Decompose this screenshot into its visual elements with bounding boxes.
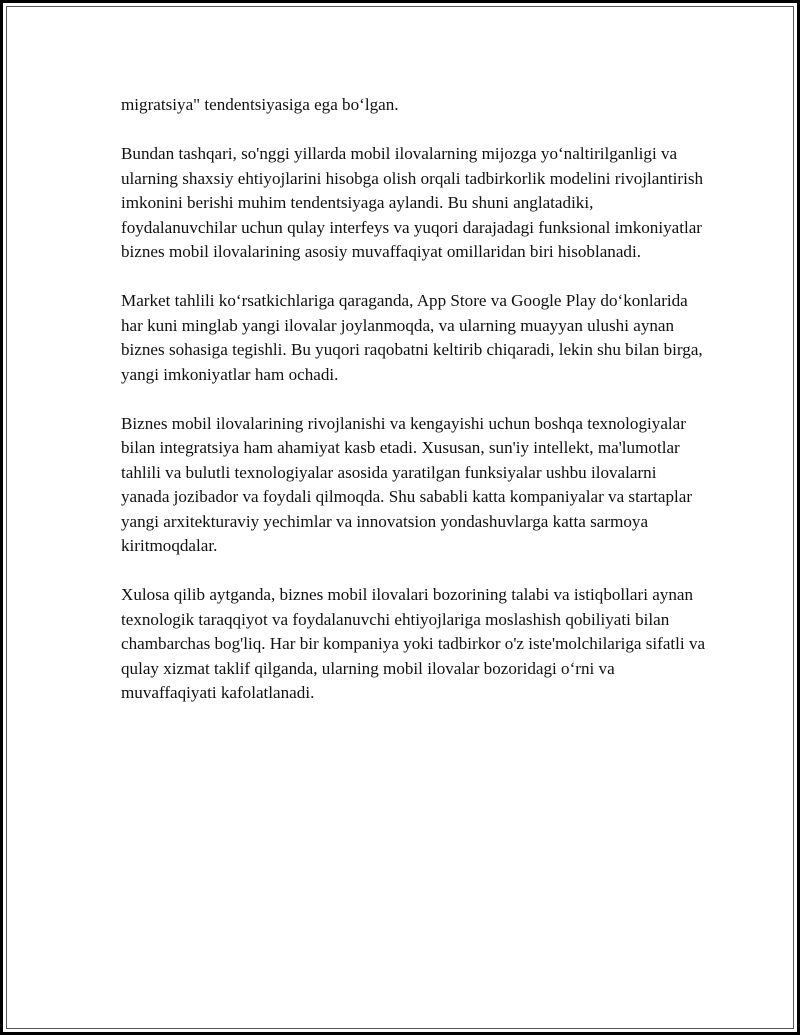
paragraph-technology-integration: Biznes mobil ilovalarining rivojlanishi va kengayishi uchun boshqa texnologiyalar bilan integratsiya ham ahamiyat kasb etadi. Xususan, sun'iy intellekt, ma'lumotlar tahlili va bulutli texnologiyalar asosida yaratilgan funksiyalar ushbu ilovalarni yanada jozibador va foydali qilmoqda. Shu sababli katta kompaniyalar va startaplar yangi arxitekturaviy yechimlar va innovatsion yondashuvlarga katta sarmoya kiritmoqdalar.: [121, 413, 693, 555]
paragraph-conclusion: Xulosa qilib aytganda, biznes mobil ilovalari bozorining talabi va istiqbollari aynan texnologik taraqqiyot va foydalanuvchi ehtiyojlariga moslashish qobiliyati bilan chambarchas bog'liq. Har bir kompaniya yoki tadbirkor o'z iste'molchilariga sifatli va qulay xizmat taklif qilganda, ularning mobil ilovalar bozoridagi o‘rni va muvaffaqiyati kafolatlanadi.: [121, 585, 706, 702]
paragraph-market-analysis: Market tahlili ko‘rsatkichlariga qaraganda, App Store va Google Play do‘konlarida har kuni minglab yangi ilovalar joylanmoqda, va ularning muayyan ulushi aynan biznes sohasiga tegishli. Bu yuqori raqobatni keltirib chiqaradi, lekin shu bilan birga, yangi imkoniyatlar ham ochadi.: [121, 291, 703, 384]
paragraph-migration-continuation: migratsiya" tendentsiyasiga ega bo‘lgan.: [121, 95, 399, 114]
document-body: [121, 93, 706, 730]
paragraph-customer-orientation: Bundan tashqari, so'nggi yillarda mobil ilovalarning mijozga yo‘naltirilganligi va ularning shaxsiy ehtiyojlarini hisobga olish orqali tadbirkorlik modelini rivojlantirish imkonini berishi muhim tendentsiyaga aylandi. Bu shuni anglatadiki, foydalanuvchilar uchun qulay interfeys va yuqori darajadagi funksional imkoniyatlar biznes mobil ilovalarining asosiy muvaffaqiyat omillaridan biri hisoblanadi.: [121, 144, 704, 261]
